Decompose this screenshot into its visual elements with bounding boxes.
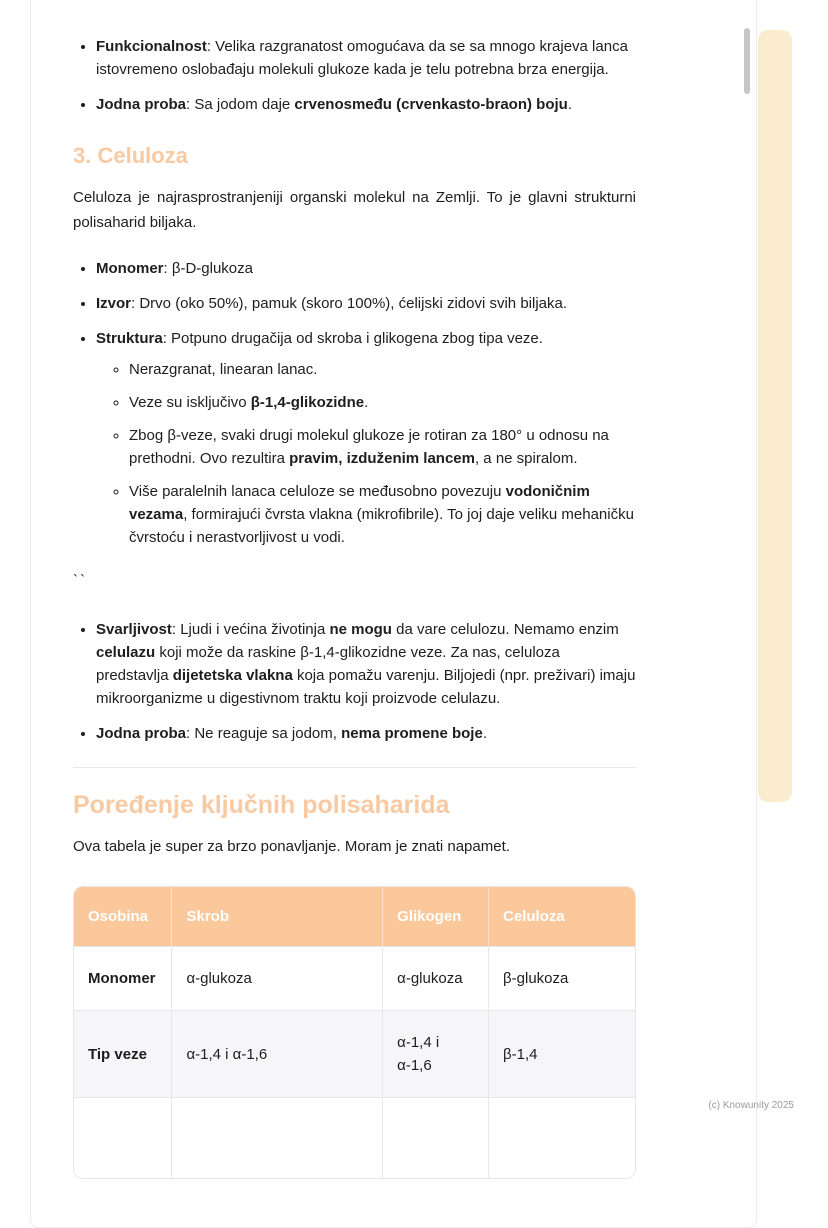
table-header-cell: Skrob <box>172 887 383 947</box>
celuloza-bullet-list-2 <box>73 618 636 745</box>
table-header-cell: Celuloza <box>489 887 635 947</box>
table-cell: Tip veze <box>74 1011 172 1098</box>
table-cell <box>489 1098 635 1178</box>
watermark: (c) Knowunity 2025 <box>708 1100 794 1111</box>
list-item-jodna-proba-2: • Jodna proba: Ne reaguje sa jodom, nema promene boje. <box>96 722 636 745</box>
table-cell <box>74 1098 172 1178</box>
table-cell <box>172 1098 383 1178</box>
side-panel[interactable] <box>758 30 792 802</box>
celuloza-bullet-list <box>73 257 636 549</box>
table-cell: β-1,4 <box>489 1011 635 1098</box>
list-item-monomer: • Monomer: β-D-glukoza <box>96 257 636 280</box>
list-item-funkcionalnost: • Funkcionalnost: Velika razgranatost omogućava da se sa mnogo krajeva lanca istovremeno oslobađaju molekuli glukoze kada je telu potrebna brza energija. <box>96 35 636 81</box>
section-heading-poredenje: Poređenje ključnih polisaharida <box>73 791 450 819</box>
sublist-item: ◦ Više paralelnih lanaca celuloze se međusobno povezuju vodoničnim vezama, formirajući čvrsta vlakna (mikrofibrile). To joj daje veliku mehaničku čvrstoću i nerastvorljivost u vodi. <box>129 480 636 549</box>
table-cell: β-glukoza <box>489 947 635 1011</box>
table-cell: α-glukoza <box>383 947 489 1011</box>
table-header-row <box>74 887 635 947</box>
sublist-item: ◦ Nerazgranat, linearan lanac. <box>129 358 636 381</box>
divider <box>73 767 636 768</box>
comparison-table <box>73 886 636 1179</box>
table-cell: α-glukoza <box>172 947 383 1011</box>
list-item-struktura-text: Struktura: Potpuno drugačija od skroba i glikogena zbog tipa veze. <box>96 330 543 347</box>
list-item-izvor: • Izvor: Drvo (oko 50%), pamuk (skoro 100%), ćelijski zidovi svih biljaka. <box>96 292 636 315</box>
scrollbar-thumb[interactable] <box>744 28 750 94</box>
table-row-tip-veze <box>74 1011 635 1098</box>
sublist-item: ◦ Zbog β-veze, svaki drugi molekul glukoze je rotiran za 180° u odnosu na prethodni. Ovo rezultira pravim, izduženim lancem, a ne spiralom. <box>129 424 636 470</box>
table-cell: α-1,4 i α-1,6 <box>383 1011 489 1098</box>
struktura-sublist <box>96 358 636 549</box>
table-cell <box>383 1098 489 1178</box>
stray-backticks-text: `` <box>73 572 87 589</box>
list-item-jodna-proba: • Jodna proba: Sa jodom daje crvenosmeđu (crvenkasto-braon) boju. <box>96 93 636 116</box>
list-item-struktura <box>96 327 636 549</box>
table-intro-paragraph: Ova tabela je super za brzo ponavljanje. Moram je znati napamet. <box>73 838 510 855</box>
table-header-cell: Osobina <box>74 887 172 947</box>
table-header-cell: Glikogen <box>383 887 489 947</box>
document-page <box>30 0 757 1228</box>
page-content <box>73 0 636 1179</box>
table-row-partial <box>74 1098 635 1178</box>
table-cell: Monomer <box>74 947 172 1011</box>
section-heading-celuloza: 3. Celuloza <box>73 143 188 168</box>
top-bullet-list <box>73 35 636 116</box>
table-row-monomer <box>74 947 635 1011</box>
sublist-item: ◦ Veze su isključivo β-1,4-glikozidne. <box>129 391 636 414</box>
list-item-svarljivost: • Svarljivost: Ljudi i većina životinja ne mogu da vare celulozu. Nemamo enzim celulazu koji može da raskine β-1,4-glikozidne veze. Za nas, celuloza predstavlja dijetetska vlakna koja pomažu varenju. Biljojedi (npr. preživari) imaju mikroorganizme u digestivnom traktu koji proizvode celulazu. <box>96 618 636 710</box>
celuloza-intro-paragraph: Celuloza je najrasprostranjeniji organski molekul na Zemlji. To je glavni strukturni polisaharid biljaka. <box>73 189 636 231</box>
table-cell: α-1,4 i α-1,6 <box>172 1011 383 1098</box>
